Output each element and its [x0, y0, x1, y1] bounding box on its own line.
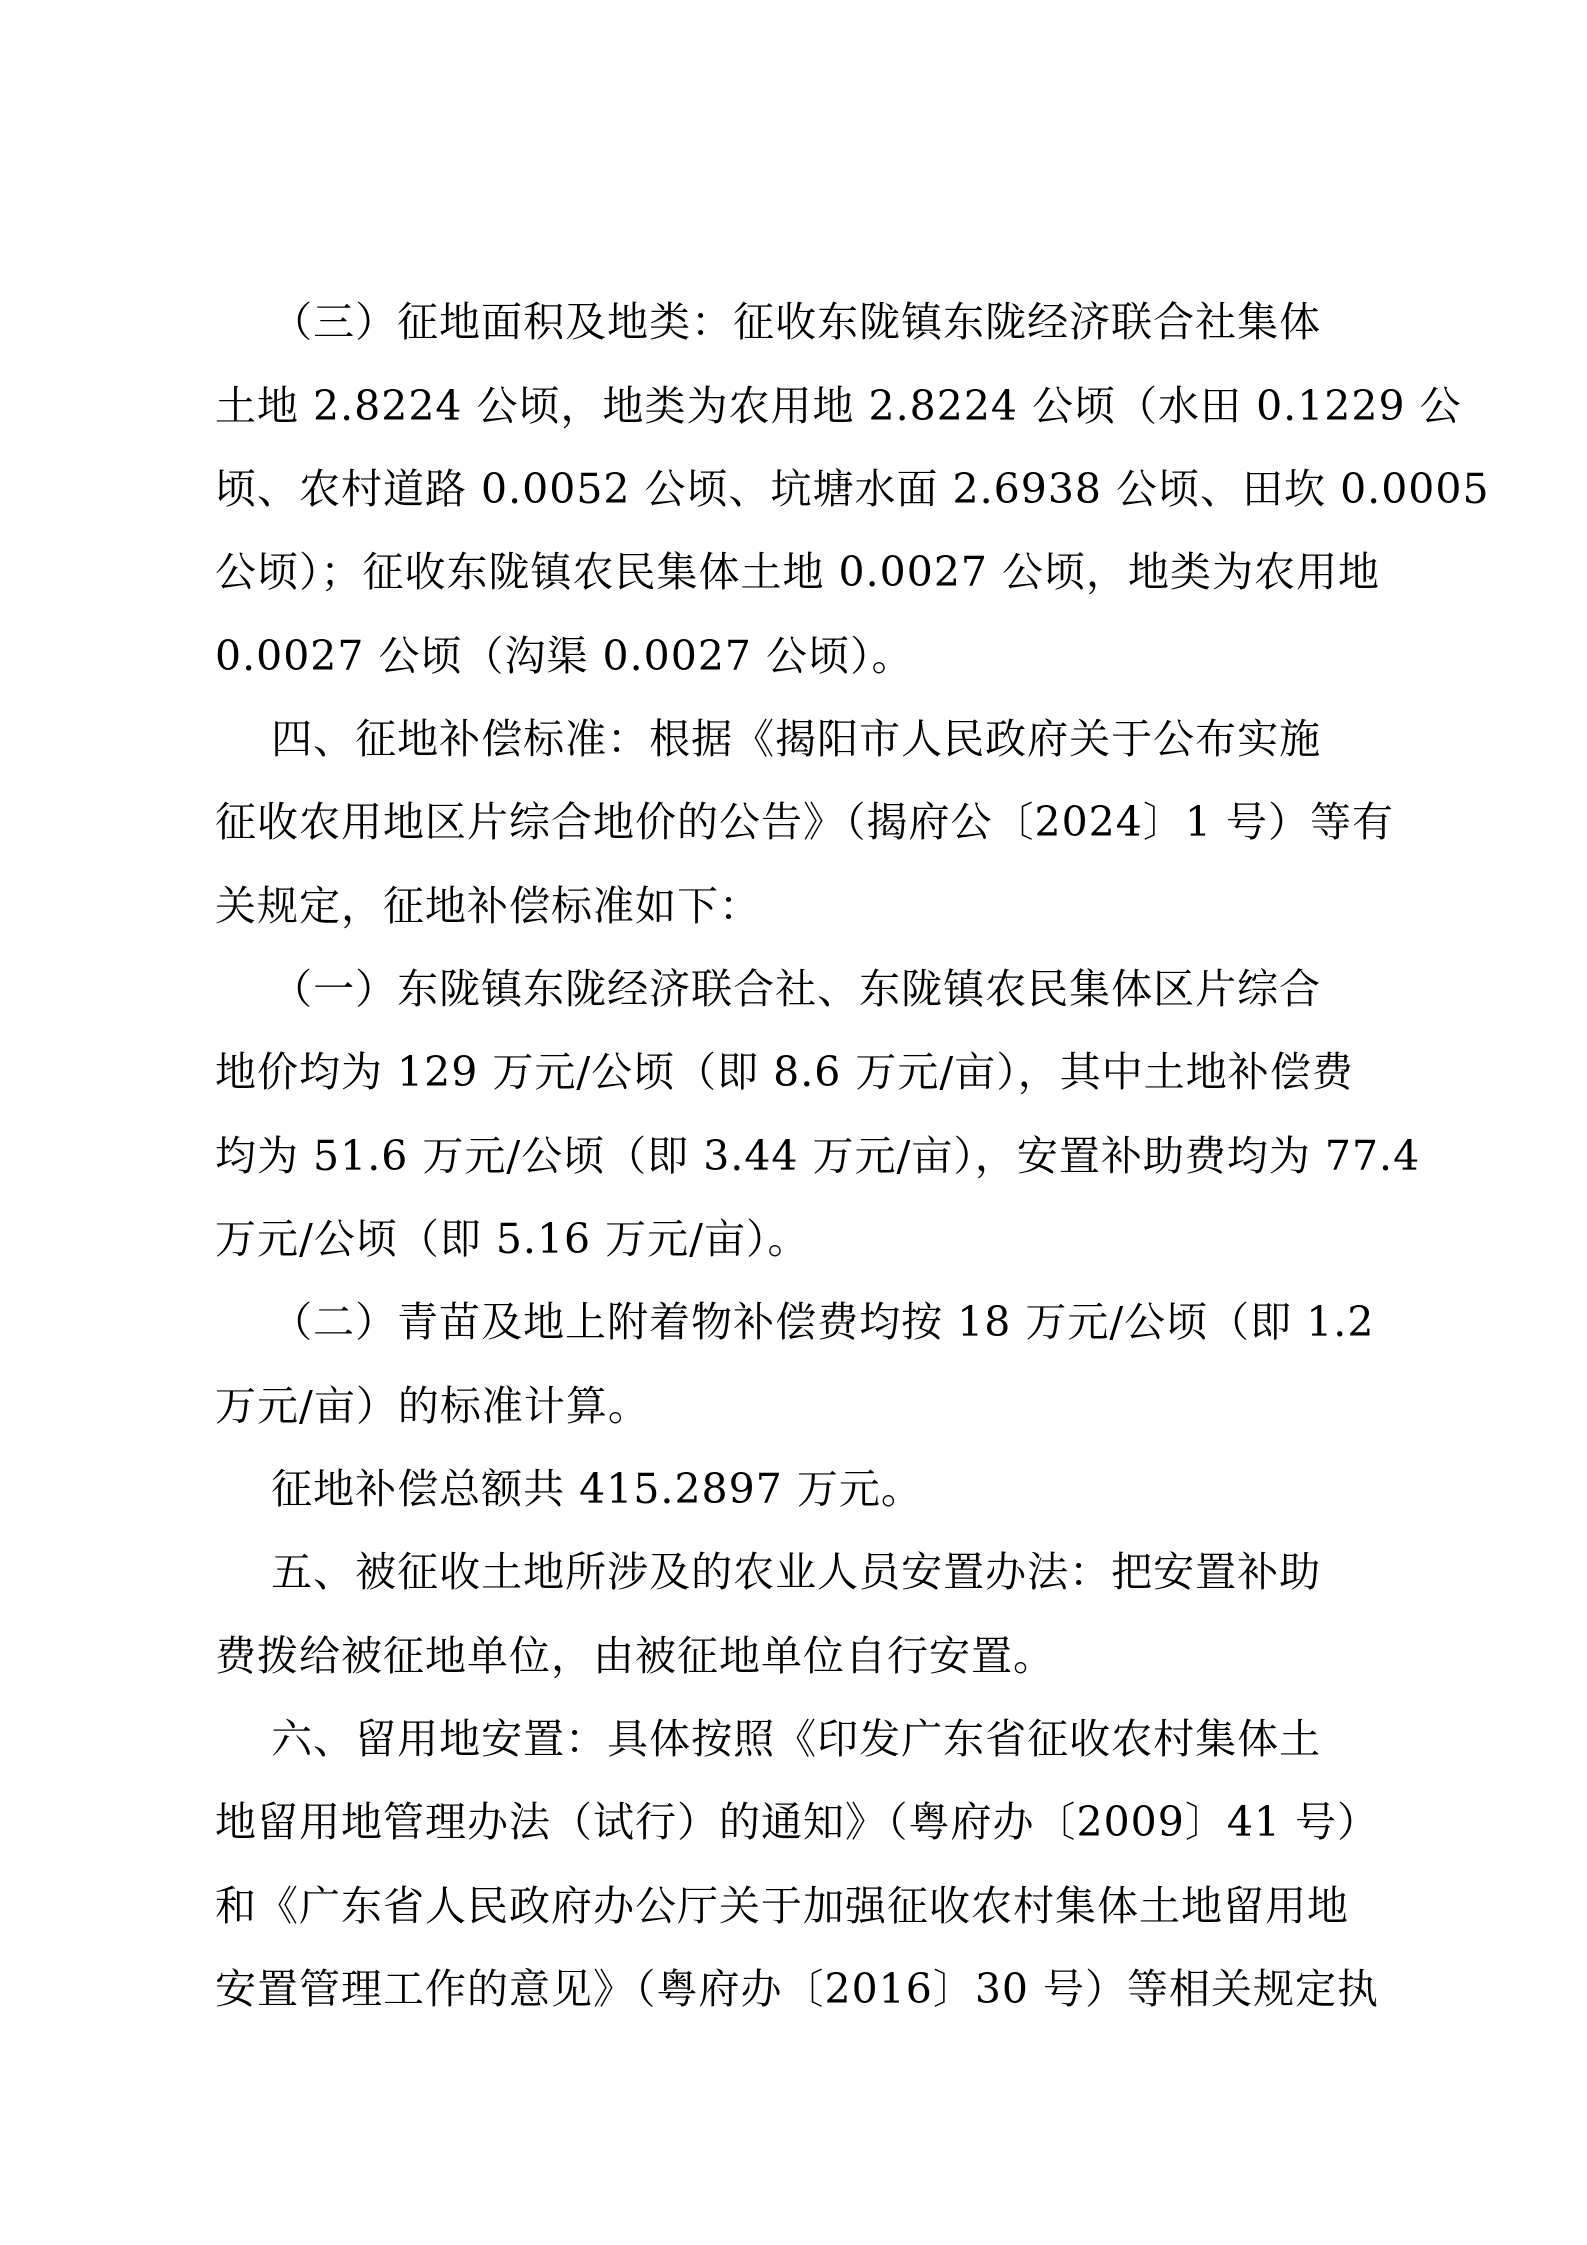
text-line: 均为 51.6 万元/公顷（即 3.44 万元/亩），安置补助费均为 77.4 [215, 1132, 1421, 1180]
text-line: 关规定，征地补偿标准如下： [215, 882, 761, 930]
text-line: 地价均为 129 万元/公顷（即 8.6 万元/亩），其中土地补偿费 [215, 1048, 1354, 1096]
text-line: 地留用地管理办法（试行）的通知》（粤府办〔2009〕41 号） [215, 1798, 1380, 1846]
text-line: 安置管理工作的意见》（粤府办〔2016〕30 号）等相关规定执 [215, 1965, 1380, 2013]
text-line: 六、留用地安置：具体按照《印发广东省征收农村集体土 [215, 1715, 1322, 1763]
text-line: 征地补偿总额共 415.2897 万元。 [215, 1465, 923, 1513]
text-line: 公顷）；征收东陇镇农民集体土地 0.0027 公顷，地类为农用地 [215, 548, 1381, 596]
text-line: 顷、农村道路 0.0052 公顷、坑塘水面 2.6938 公顷、田坎 0.0005 [215, 465, 1490, 513]
text-line: （二）青苗及地上附着物补偿费均按 18 万元/公顷（即 1.2 [215, 1298, 1375, 1346]
text-line: 0.0027 公顷（沟渠 0.0027 公顷）。 [215, 632, 914, 680]
text-line: 万元/公顷（即 5.16 万元/亩）。 [215, 1215, 810, 1263]
text-line: 征收农用地区片综合地价的公告》（揭府公〔2024〕1 号）等有 [215, 798, 1394, 846]
text-line: 万元/亩）的标准计算。 [215, 1382, 650, 1430]
text-line: （一）东陇镇东陇经济联合社、东陇镇农民集体区片综合 [215, 965, 1322, 1013]
text-line: （三）征地面积及地类：征收东陇镇东陇经济联合社集体 [215, 298, 1322, 346]
text-line: 土地 2.8224 公顷，地类为农用地 2.8224 公顷（水田 0.1229 公 [215, 382, 1462, 430]
text-line: 费拨给被征地单位，由被征地单位自行安置。 [215, 1632, 1055, 1680]
text-line: 和《广东省人民政府办公厅关于加强征收农村集体土地留用地 [215, 1882, 1349, 1930]
text-line: 四、征地补偿标准：根据《揭阳市人民政府关于公布实施 [215, 715, 1322, 763]
text-line: 五、被征收土地所涉及的农业人员安置办法：把安置补助 [215, 1548, 1322, 1596]
